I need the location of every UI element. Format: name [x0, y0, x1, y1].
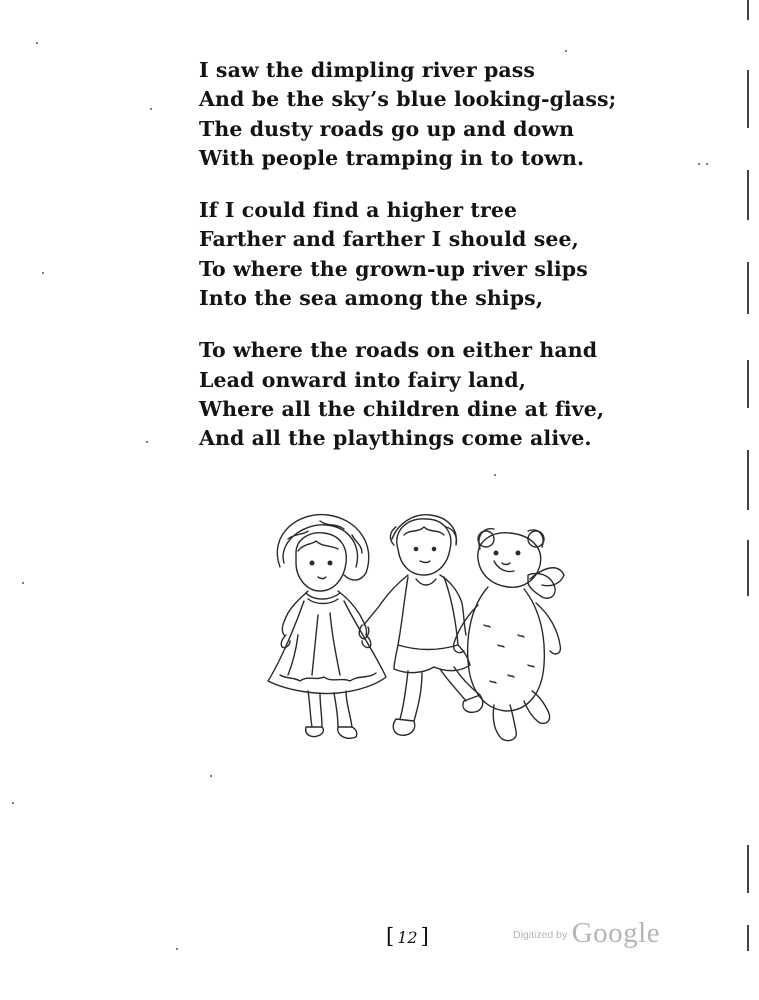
page-edge-mark [747, 540, 749, 596]
scan-speck [22, 582, 24, 584]
page-edge-mark [747, 845, 749, 893]
poem [199, 56, 659, 477]
scan-speck [565, 50, 567, 52]
page-edge-mark [747, 262, 749, 314]
teddy-bear-figure [454, 529, 564, 741]
poem-line: I saw the dimpling river pass [199, 58, 536, 82]
boy-figure [359, 515, 483, 736]
bracket-open: [ [386, 924, 395, 948]
scan-speck [42, 272, 44, 274]
poem-line: If I could find a higher tree [199, 198, 518, 223]
scan-speck [698, 163, 700, 165]
page-edge-mark [747, 70, 749, 128]
poem-line: Lead onward into fairy land, [199, 367, 526, 392]
scan-speck [146, 441, 148, 443]
poem-line: To where the roads on either hand [199, 338, 598, 363]
poem-line: With people tramping in to town. [199, 145, 585, 170]
page-edge-mark [747, 170, 749, 220]
poem-line: And all the playthings come alive. [199, 426, 592, 451]
stanza-3 [199, 336, 659, 453]
scan-speck [210, 775, 212, 777]
watermark-prefix: Digitized by [513, 929, 568, 941]
page-edge-mark [747, 0, 749, 20]
page-edge-mark [747, 925, 749, 951]
bracket-close: ] [420, 924, 429, 948]
scan-speck [12, 802, 14, 804]
page-edge-mark [747, 450, 749, 510]
poem-line: And be the sky’s blue looking-glass; [199, 87, 617, 112]
poem-line: Farther and farther I should see, [199, 227, 579, 252]
scan-speck [36, 42, 38, 44]
scan-speck [706, 163, 708, 165]
poem-line: The dusty roads go up and down [199, 116, 575, 141]
poem-line: Into the sea among the ships, [199, 286, 544, 311]
page-number [386, 924, 429, 948]
scan-speck [150, 108, 152, 110]
scan-speck [176, 948, 178, 950]
scan-speck [494, 474, 496, 476]
page-edge-mark [747, 360, 749, 408]
stanza-2 [199, 196, 659, 313]
poem-line: To where the grown-up river slips [199, 256, 588, 281]
digitized-by-google-watermark [513, 917, 660, 950]
children-and-teddy-bear-illustration [258, 505, 568, 755]
poem-line: Where all the children dine at five, [199, 396, 605, 421]
stanza-1 [199, 56, 659, 173]
google-logo-text: Google [571, 917, 661, 949]
page-number-value: 12 [397, 928, 418, 947]
